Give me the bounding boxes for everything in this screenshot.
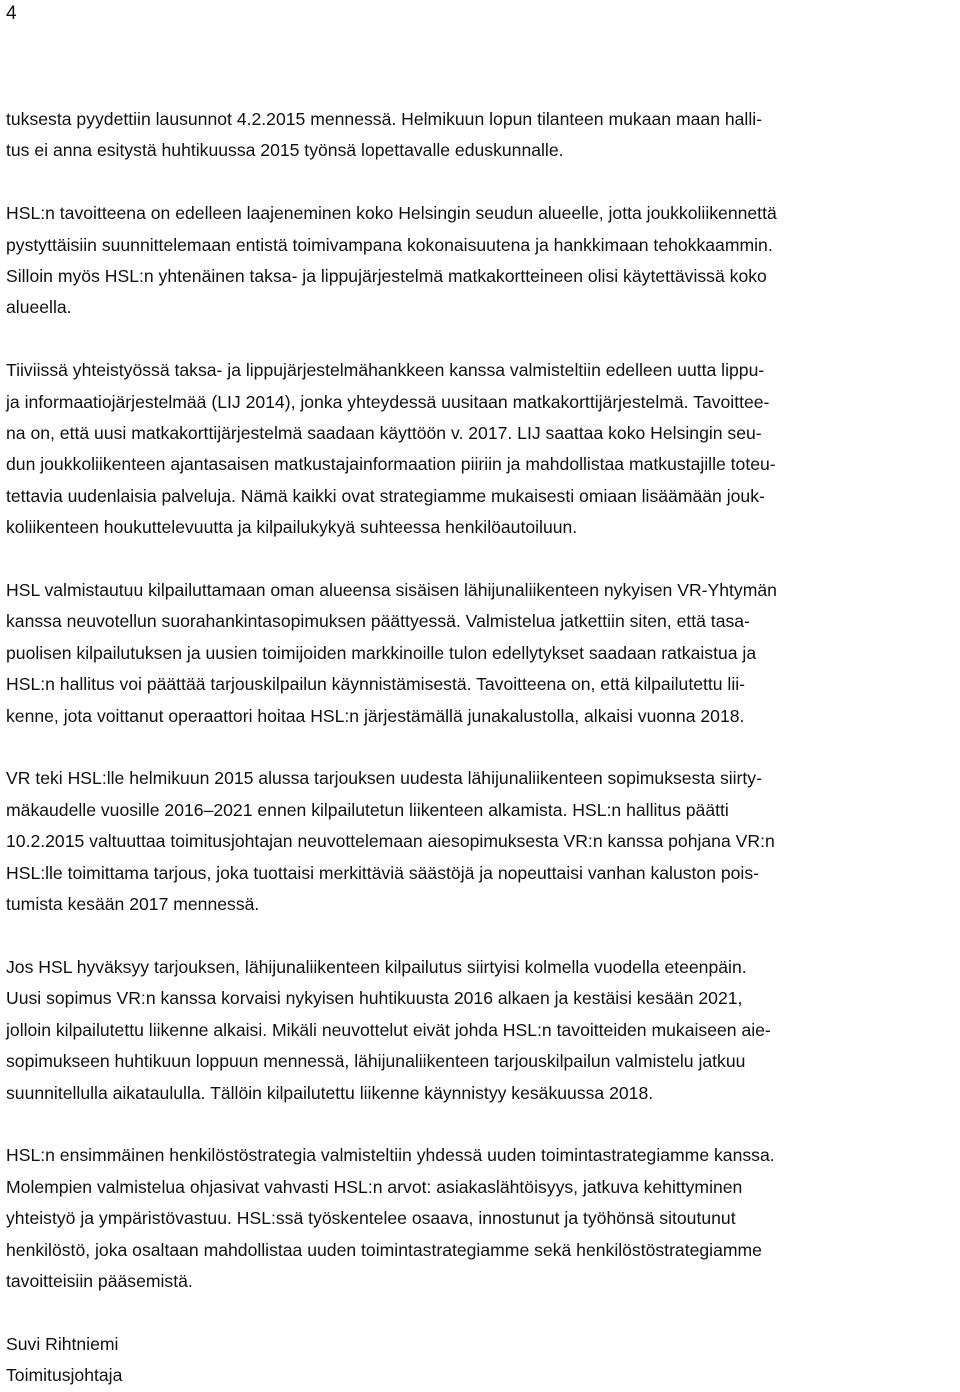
text-line: Molempien valmistelua ohjasivat vahvasti HSL:n arvot: asiakaslähtöisyys, jatkuva kehittyminen (6, 1176, 743, 1197)
paragraph-lausunnot (6, 104, 956, 167)
text-line: 10.2.2015 valtuuttaa toimitusjohtajan neuvottelemaan aiesopimuksesta VR:n kanssa pohjana VR:n (6, 831, 775, 852)
signature-title: Toimitusjohtaja (6, 1365, 123, 1386)
paragraph-lij (6, 355, 956, 543)
text-line: Silloin myös HSL:n yhtenäinen taksa- ja lippujärjestelmä matkakortteineen olisi käytettävissä koko (6, 266, 767, 287)
paragraph-laajeneminen (6, 198, 956, 324)
text-line: jolloin kilpailutettu liikenne alkaisi. Mikäli neuvottelut eivät johda HSL:n tavoitteiden mukaiseen aie- (6, 1019, 771, 1040)
text-line: kenne, jota voittanut operaattori hoitaa HSL:n järjestämällä junakalustolla, alkaisi vuonna 2018. (6, 705, 745, 726)
text-line: tettavia uudenlaisia palveluja. Nämä kaikki ovat strategiamme mukaisesti omiaan lisäämään jouk- (6, 485, 765, 506)
paragraph-lahijunaliikenne (6, 575, 956, 732)
text-line: HSL:lle toimittama tarjous, joka tuottaisi merkittäviä säästöjä ja nopeuttaisi vanhan kaluston pois- (6, 862, 760, 883)
text-line: kanssa neuvotellun suorahankintasopimuksen päättyessä. Valmistelua jatkettiin siten, että tasa- (6, 611, 750, 632)
text-line: koliikenteen houkuttelevuutta ja kilpailukykyä suhteessa henkilöautoiluun. (6, 517, 578, 538)
text-line: dun joukkoliikenteen ajantasaisen matkustajainformaation piiriin ja mahdollistaa matkustajille toteu- (6, 454, 776, 475)
text-line: tavoitteisiin pääsemistä. (6, 1270, 193, 1291)
text-line: sopimukseen huhtikuun loppuun mennessä, lähijunaliikenteen tarjouskilpailun valmistelu jatkuu (6, 1051, 746, 1072)
paragraph-hyvaksyy (6, 952, 956, 1109)
text-line: yhteistyö ja ympäristövastuu. HSL:ssä työskentelee osaava, innostunut ja työhönsä sitoutunut (6, 1208, 736, 1229)
text-line: HSL:n tavoitteena on edelleen laajeneminen koko Helsingin seudun alueelle, jotta joukkoliikennettä (6, 203, 777, 224)
text-line: Tiiviissä yhteistyössä taksa- ja lippujärjestelmähankkeen kanssa valmisteltiin edelleen uutta lippu- (6, 360, 765, 381)
text-line: HSL:n hallitus voi päättää tarjouskilpailun käynnistämisestä. Tavoitteena on, että kilpailutettu lii- (6, 674, 746, 695)
text-line: henkilöstö, joka osaltaan mahdollistaa uuden toimintastrategiamme sekä henkilöstöstrategiamme (6, 1239, 762, 1260)
text-line: ja informaatiojärjestelmää (LIJ 2014), jonka yhteydessä uusitaan matkakorttijärjestelmä. Tavoittee- (6, 391, 770, 412)
text-line: na on, että uusi matkakorttijärjestelmä saadaan käyttöön v. 2017. LIJ saattaa koko Helsingin seu- (6, 423, 762, 444)
text-line: tus ei anna esitystä huhtikuussa 2015 työnsä lopettavalle eduskunnalle. (6, 140, 564, 161)
text-line: tuksesta pyydettiin lausunnot 4.2.2015 mennessä. Helmikuun lopun tilanteen mukaan maan halli- (6, 109, 763, 129)
document-body (6, 104, 956, 1392)
text-line: pystyttäisiin suunnittelemaan entistä toimivampana kokonaisuutena ja hankkimaan tehokkaammin. (6, 234, 773, 255)
paragraph-henkilostostrategia (6, 1140, 956, 1297)
signature-block (6, 1329, 956, 1392)
text-line: HSL:n ensimmäinen henkilöstöstrategia valmisteltiin yhdessä uuden toimintastrategiamme kanssa. (6, 1145, 775, 1166)
text-line: Jos HSL hyväksyy tarjouksen, lähijunaliikenteen kilpailutus siirtyisi kolmella vuodella eteenpäin. (6, 956, 747, 977)
text-line: suunnitellulla aikataululla. Tällöin kilpailutettu liikenne käynnistyy kesäkuussa 2018. (6, 1082, 654, 1103)
text-line: HSL valmistautuu kilpailuttamaan oman alueensa sisäisen lähijunaliikenteen nykyisen VR-Yhtymän (6, 580, 777, 601)
text-line: mäkaudelle vuosille 2016–2021 ennen kilpailutetun liikenteen alkamista. HSL:n hallitus päätti (6, 799, 729, 820)
text-line: tumista kesään 2017 mennessä. (6, 894, 260, 915)
text-line: puolisen kilpailutuksen ja uusien toimijoiden markkinoille tulon edellytykset saadaan ratkaistua ja (6, 642, 757, 663)
paragraph-vr-tarjous (6, 763, 956, 920)
signature-name: Suvi Rihtniemi (6, 1333, 119, 1354)
text-line: VR teki HSL:lle helmikuun 2015 alussa tarjouksen uudesta lähijunaliikenteen sopimuksesta siirty- (6, 768, 762, 789)
page-number: 4 (6, 3, 17, 24)
text-line: alueella. (6, 297, 72, 318)
text-line: Uusi sopimus VR:n kanssa korvaisi nykyisen huhtikuusta 2016 alkaen ja kestäisi kesään 2021, (6, 988, 743, 1009)
